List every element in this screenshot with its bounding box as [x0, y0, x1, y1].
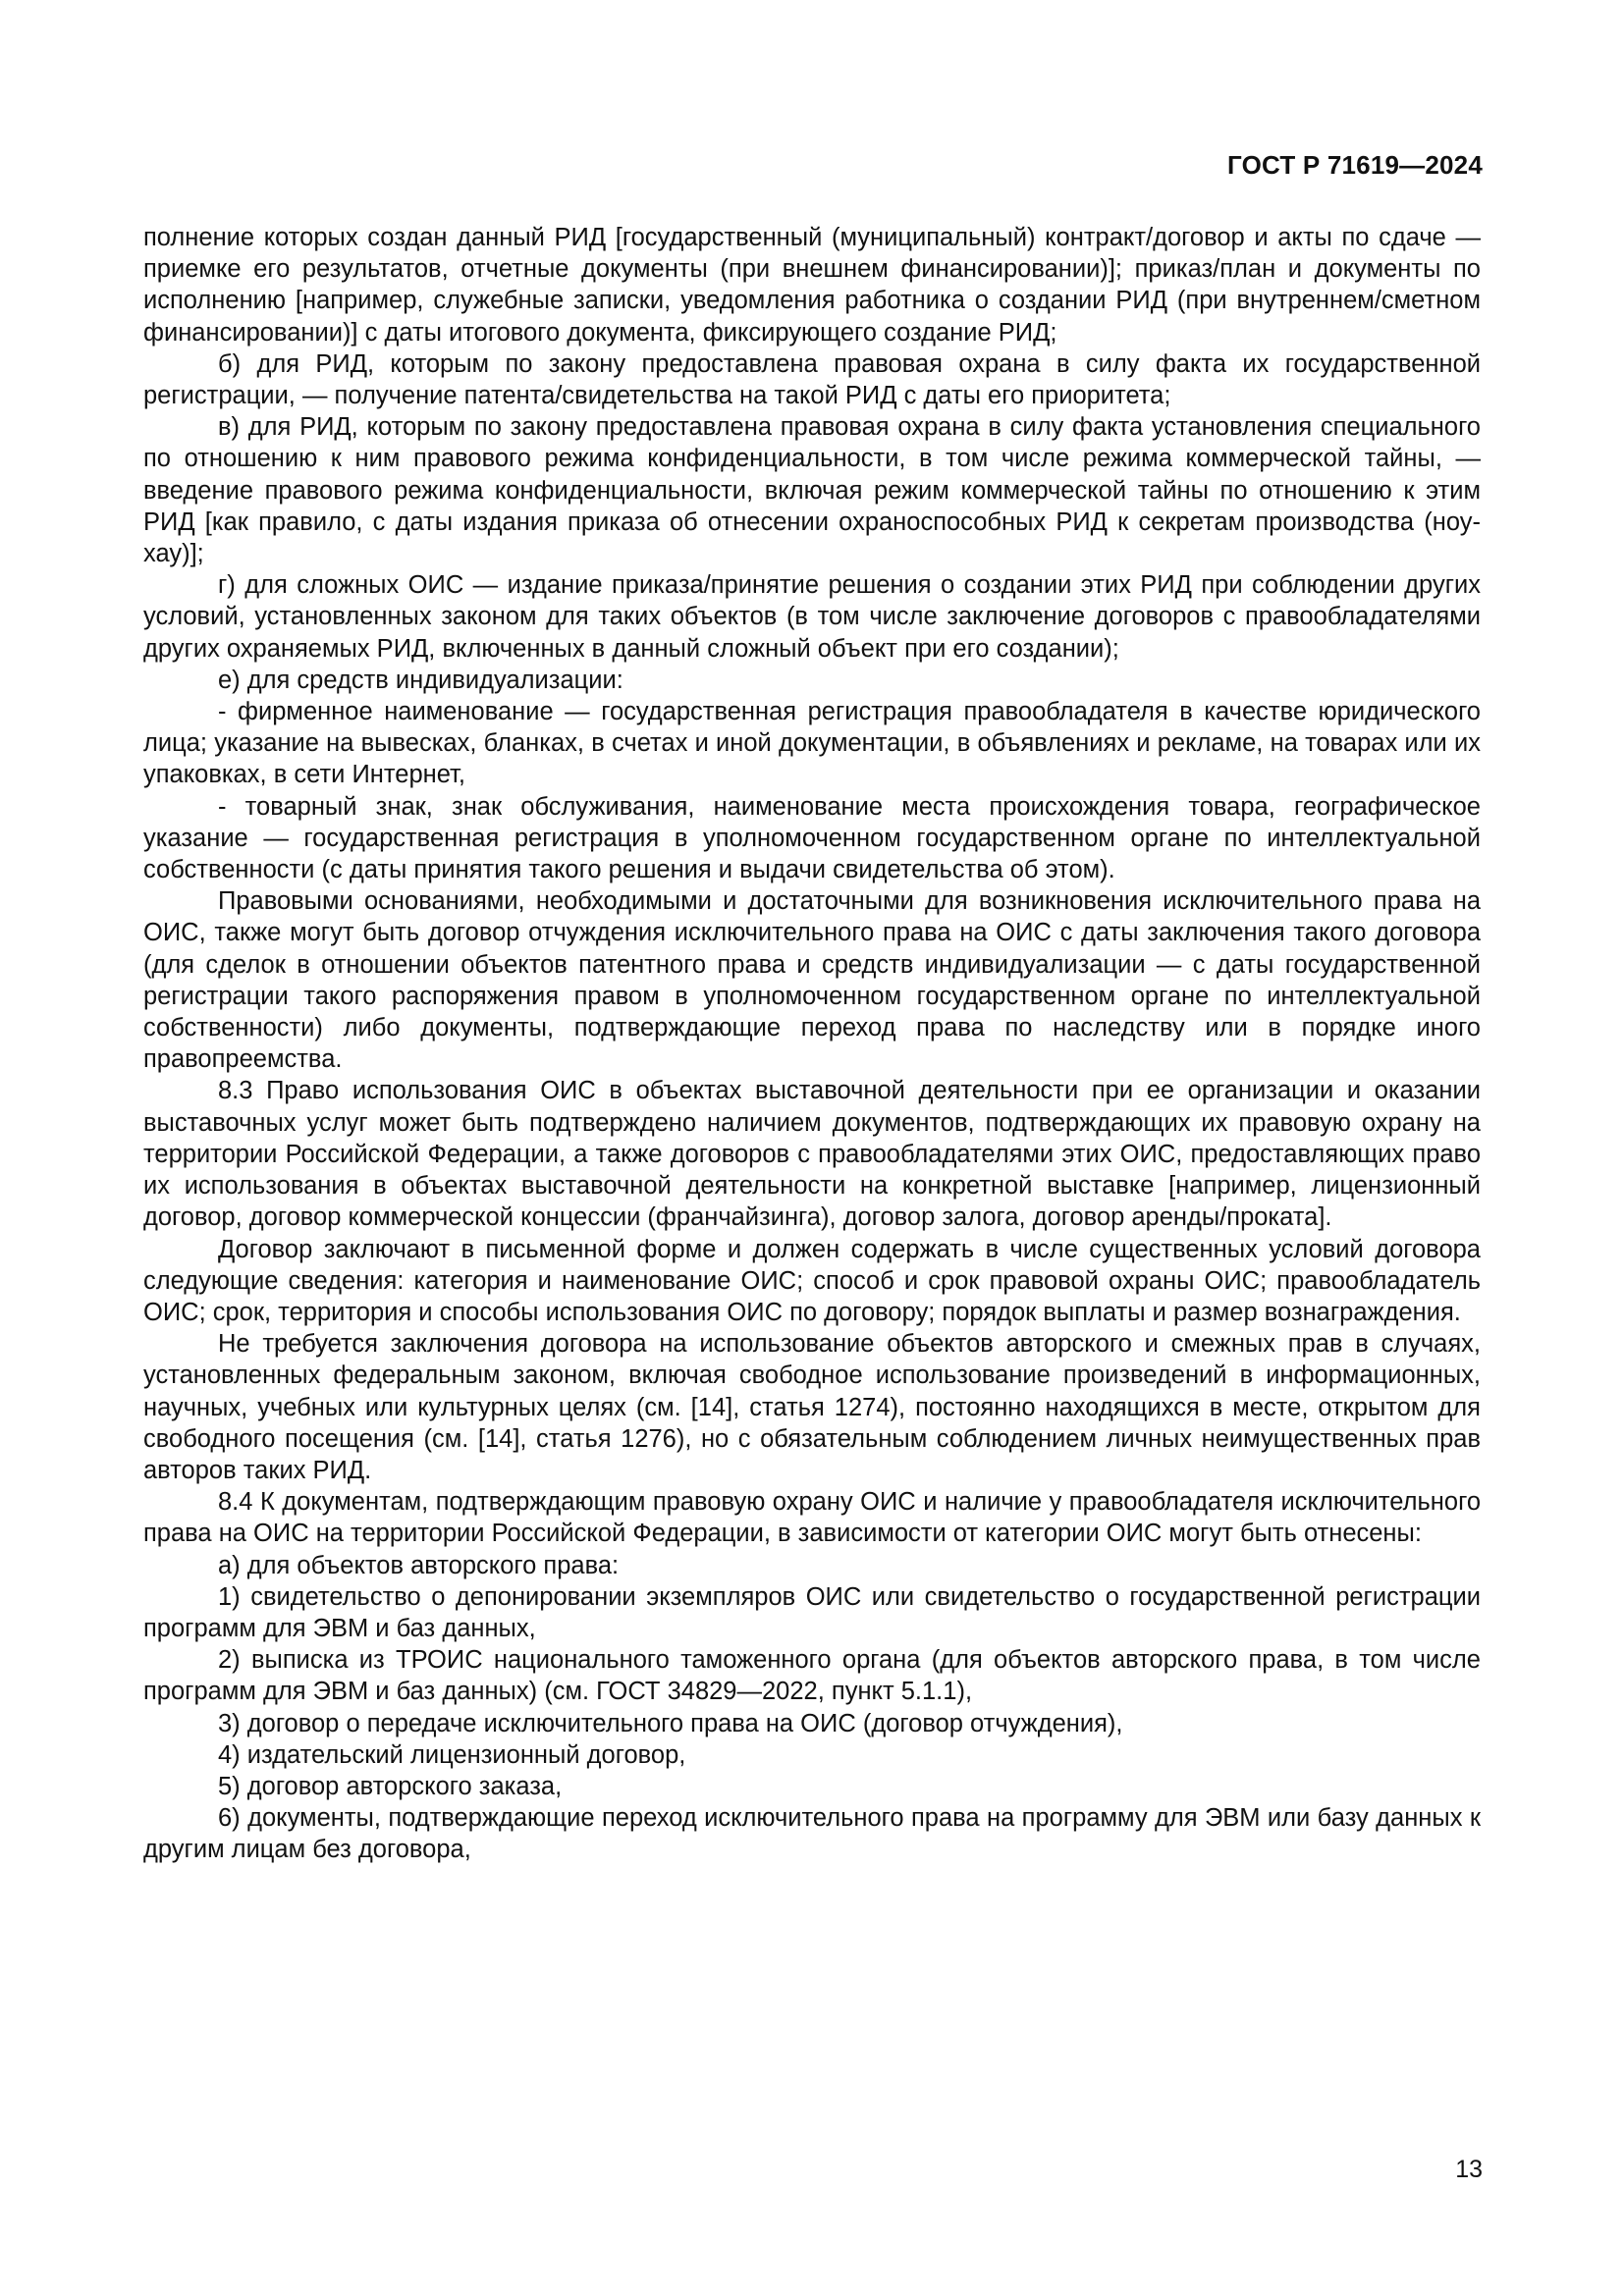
paragraph: полнение которых создан данный РИД [государственный (муниципальный) контракт/договор и акты по сдаче — приемке его результатов, отчетные документы (при внешнем финансировании)]; приказ/план и документы по исполнению [например, служебные записки, уведомления работника о создании РИД (при внутреннем/сметном финансировании)] с даты итогового документа, фиксирующего создание РИД;	[143, 224, 1481, 347]
paragraph: 2) выписка из ТРОИС национального таможенного органа (для объектов авторского права, в том числе программ для ЭВМ и баз данных) (см. ГОСТ 34829—2022, пункт 5.1.1),	[143, 1646, 1481, 1706]
page-number: 13	[1455, 2156, 1483, 2183]
paragraph: - фирменное наименование — государственная регистрация правообладателя в качестве юридического лица; указание на вывесках, бланках, в счетах и иной документации, в объявлениях и рекламе, на товарах или их упаковках, в сети Интернет,	[143, 698, 1481, 789]
document-body	[143, 222, 1481, 1866]
paragraph: г) для сложных ОИС — издание приказа/принятие решения о создании этих РИД при соблюдении других условий, установленных законом для таких объектов (в том числе заключение договоров с правообладателями других охраняемых РИД, включенных в данный сложный объект при его создании);	[143, 571, 1481, 663]
paragraph: а) для объектов авторского права:	[218, 1551, 620, 1579]
paragraph: Правовыми основаниями, необходимыми и достаточными для возникновения исключительного права на ОИС, также могут быть договор отчуждения исключительного права на ОИС с даты заключения такого договора (для сделок в отношении объектов патентного права и средств индивидуализации — с даты государственной регистрации такого распоряжения правом в уполномоченном государственном органе по интеллектуальной собственности) либо документы, подтверждающие переход права по наследству или в порядке иного правопреемства.	[143, 887, 1481, 1074]
paragraph: 8.3 Право использования ОИС в объектах выставочной деятельности при ее организации и оказании выставочных услуг может быть подтверждено наличием документов, подтверждающих их правовую охрану на территории Российской Федерации, а также договоров с правообладателями этих ОИС, предоставляющих право их использования в объектах выставочной деятельности на конкретной выставке [например, лицензионный договор, договор коммерческой концессии (франчайзинга), договор залога, договор аренды/проката].	[143, 1077, 1481, 1232]
paragraph: 4) издательский лицензионный договор,	[218, 1740, 686, 1769]
paragraph: Не требуется заключения договора на использование объектов авторского и смежных прав в случаях, установленных федеральным законом, включая свободное использование произведений в информационных, научных, учебных или культурных целях (см. [14], статья 1274), постоянно находящихся в месте, открытом для свободного посещения (см. [14], статья 1276), но с обязательным соблюдением личных неимущественных прав авторов таких РИД.	[143, 1330, 1481, 1484]
paragraph: б) для РИД, которым по закону предоставлена правовая охрана в силу факта их государственной регистрации, — получение патента/свидетельства на такой РИД с даты его приоритета;	[143, 349, 1481, 410]
paragraph: 3) договор о передаче исключительного права на ОИС (договор отчуждения),	[218, 1709, 1123, 1737]
paragraph: в) для РИД, которым по закону предоставлена правовая охрана в силу факта установления специального по отношению к ним правового режима конфиденциальности, в том числе режима коммерческой тайны, — введение правового режима конфиденциальности, включая режим коммерческой тайны по отношению к этим РИД [как правило, с даты издания приказа об отнесении охраноспособных РИД к секретам производства (ноу-хау)];	[143, 413, 1481, 568]
paragraph: 1) свидетельство о депонировании экземпляров ОИС или свидетельство о государственной регистрации программ для ЭВМ и баз данных,	[143, 1582, 1481, 1642]
paragraph: - товарный знак, знак обслуживания, наименование места происхождения товара, географическое указание — государственная регистрация в уполномоченном государственном органе по интеллектуальной собственности (с даты принятия такого решения и выдачи свидетельства об этом).	[143, 792, 1481, 884]
document-code-header: ГОСТ Р 71619—2024	[1227, 150, 1483, 180]
paragraph: Договор заключают в письменной форме и должен содержать в числе существенных условий договора следующие сведения: категория и наименование ОИС; способ и срок правовой охраны ОИС; правообладатель ОИС; срок, территория и способы использования ОИС по договору; порядок выплаты и размер вознаграждения.	[143, 1235, 1481, 1326]
paragraph: 8.4 К документам, подтверждающим правовую охрану ОИС и наличие у правообладателя исключительного права на ОИС на территории Российской Федерации, в зависимости от категории ОИС могут быть отнесены:	[143, 1488, 1481, 1548]
paragraph: 6) документы, подтверждающие переход исключительного права на программу для ЭВМ или базу данных к другим лицам без договора,	[143, 1804, 1481, 1864]
paragraph: е) для средств индивидуализации:	[218, 666, 623, 694]
paragraph: 5) договор авторского заказа,	[218, 1772, 563, 1800]
